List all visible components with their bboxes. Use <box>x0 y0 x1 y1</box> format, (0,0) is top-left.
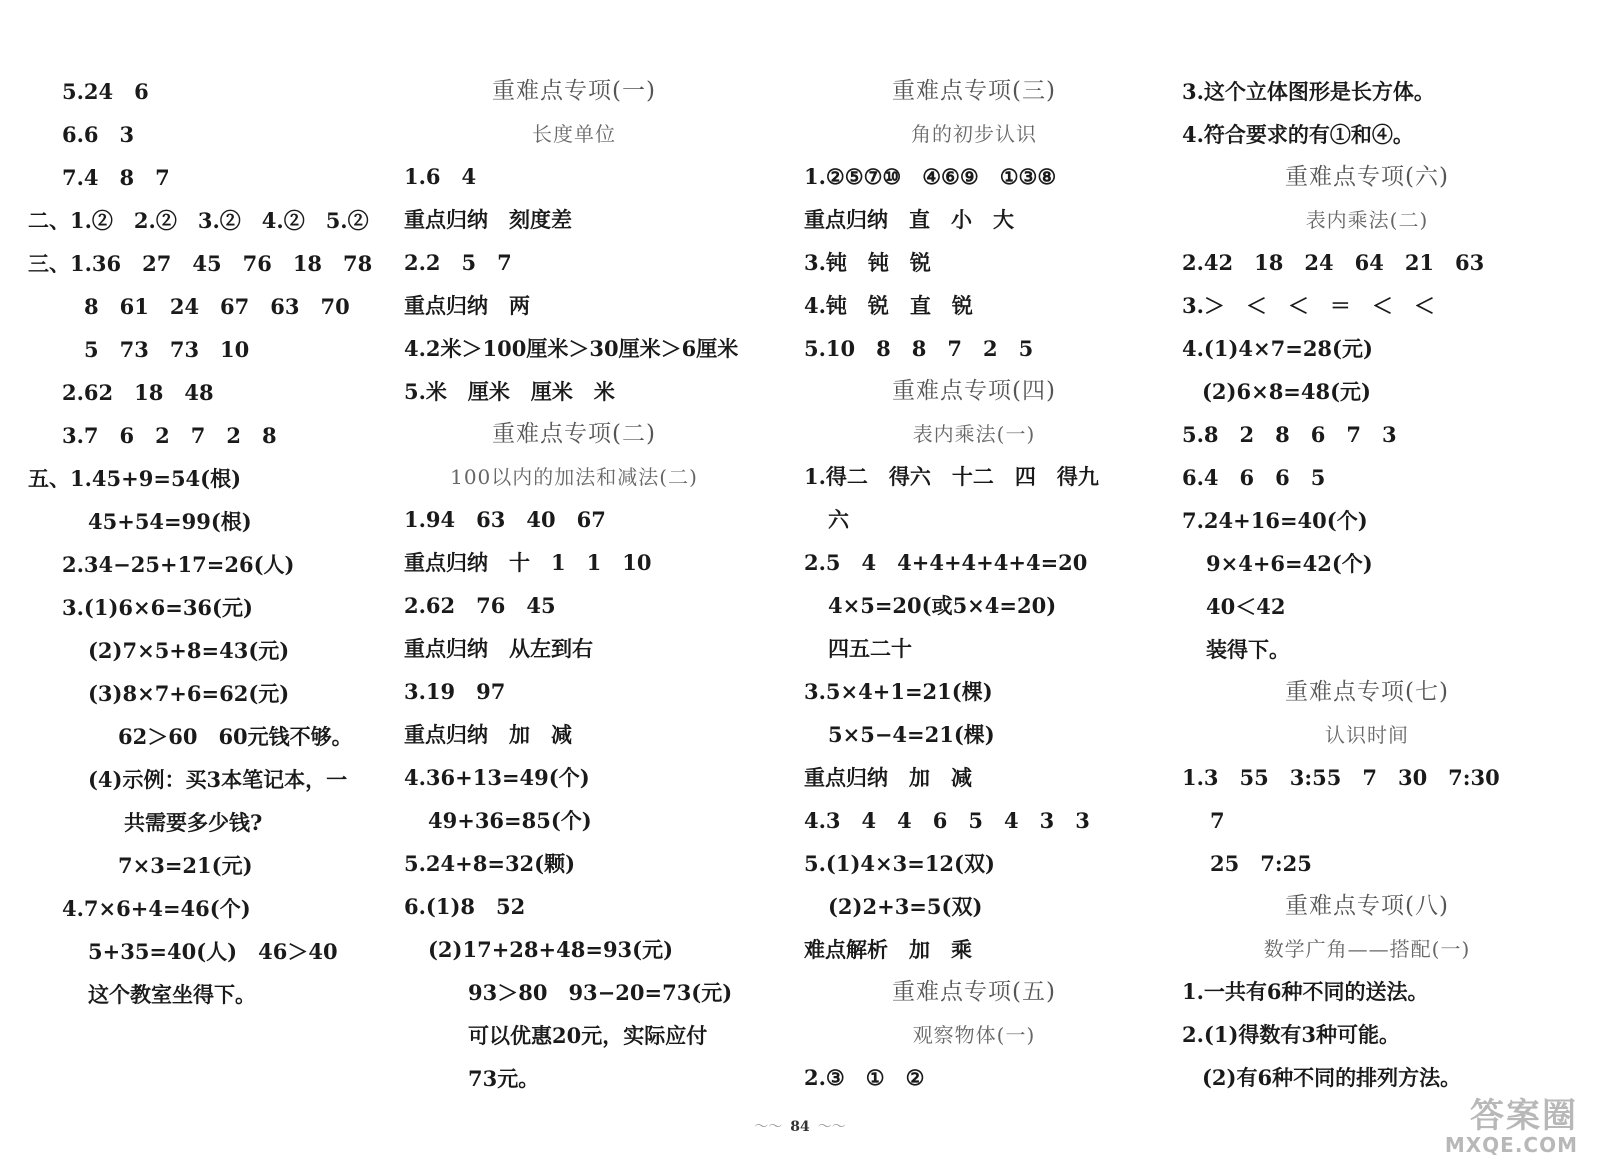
answer-line: (2)17+28+48=93(元) <box>428 937 674 962</box>
section-subtitle: 长度单位 <box>532 122 616 146</box>
answer-line: 3.钝 钝 锐 <box>804 250 931 275</box>
section-subtitle: 表内乘法(二) <box>1305 208 1429 232</box>
answer-line: 2.5 4 4+4+4+4+4=20 <box>804 550 1088 575</box>
answer-line: 2.34−25+17=26(人) <box>62 552 295 577</box>
section-subtitle: 数学广角——搭配(一) <box>1263 937 1471 961</box>
watermark-text: 答案圈 <box>1470 1096 1578 1136</box>
section-heading: 重难点专项(三) <box>892 78 1056 104</box>
answer-line: 8 61 24 67 63 70 <box>84 294 350 319</box>
answer-line: 2.62 76 45 <box>404 593 556 618</box>
answer-line: 1.得二 得六 十二 四 得九 <box>804 464 1099 489</box>
answer-line: 1.6 4 <box>404 164 477 189</box>
answer-line: 四五二十 <box>828 636 912 661</box>
answer-column-4 <box>1182 70 1552 1099</box>
answer-line: 4.7×6+4=46(个) <box>62 896 251 921</box>
answer-line: 4.钝 锐 直 锐 <box>804 293 973 318</box>
footer-ornament-left: ～～ <box>754 1119 783 1135</box>
answer-line: 5.24 6 <box>62 79 149 104</box>
answer-line: (3)8×7+6=62(元) <box>88 681 290 706</box>
answer-line: 2.62 18 48 <box>62 380 214 405</box>
answer-line: 6.(1)8 52 <box>404 894 526 919</box>
section-heading: 重难点专项(六) <box>1285 164 1449 190</box>
section-subtitle: 角的初步认识 <box>911 122 1037 146</box>
answer-line: 可以优惠20元，实际应付 <box>468 1023 708 1048</box>
answer-line: 3.19 97 <box>404 679 506 704</box>
answer-line: 4.2米＞100厘米＞30厘米＞6厘米 <box>404 336 739 361</box>
answer-line: 5.8 2 8 6 7 3 <box>1182 422 1397 447</box>
section-heading: 重难点专项(五) <box>892 979 1056 1005</box>
answer-line: 1.94 63 40 67 <box>404 507 606 532</box>
answer-line: 3.(1)6×6=36(元) <box>62 595 253 620</box>
answer-column-1 <box>0 70 395 1016</box>
answer-line: 1.②⑤⑦⑩ ④⑥⑨ ①③⑧ <box>804 164 1057 189</box>
answer-line: 4.3 4 4 6 5 4 3 3 <box>804 808 1090 833</box>
section-subtitle: 表内乘法(一) <box>912 422 1036 446</box>
section-heading: 重难点专项(四) <box>892 378 1056 404</box>
answer-line: 重点归纳 刻度差 <box>404 207 572 232</box>
answer-line: (2)7×5+8=43(元) <box>88 638 290 663</box>
answer-line: 7×3=21(元) <box>118 853 253 878</box>
answer-line: 5+35=40(人) 46＞40 <box>88 939 338 964</box>
page-number: 84 <box>790 1119 810 1135</box>
answer-line: 装得下。 <box>1206 637 1290 662</box>
page-footer <box>0 1116 1600 1136</box>
answer-line: 重点归纳 两 <box>404 293 530 318</box>
answer-line: 1.一共有6种不同的送法。 <box>1182 979 1429 1004</box>
answer-line: 2.③ ① ② <box>804 1065 925 1090</box>
section-heading: 重难点专项(八) <box>1285 893 1449 919</box>
answer-line: 6.6 3 <box>62 122 135 147</box>
answer-line: 45+54=99(根) <box>88 509 252 534</box>
answer-line: 4.(1)4×7=28(元) <box>1182 336 1373 361</box>
answer-line: 2.2 5 7 <box>404 250 512 275</box>
section-heading: 重难点专项(一) <box>492 78 656 104</box>
answer-line: 5×5−4=21(棵) <box>828 722 995 747</box>
answer-line: 7.4 8 7 <box>62 165 170 190</box>
answer-line: 49+36=85(个) <box>428 808 592 833</box>
footer-ornament-right: ～～ <box>817 1119 846 1135</box>
answer-line: (2)6×8=48(元) <box>1202 379 1371 404</box>
section-subtitle: 观察物体(一) <box>912 1023 1036 1047</box>
site-watermark-logo <box>1445 1098 1578 1156</box>
answer-line: 五、1.45+9=54(根) <box>28 466 242 491</box>
answer-line: 25 7:25 <box>1210 851 1312 876</box>
answer-line: 重点归纳 直 小 大 <box>804 207 1014 232</box>
answer-column-3 <box>804 70 1144 1099</box>
answer-line: 2.42 18 24 64 21 63 <box>1182 250 1485 275</box>
answer-line: 5.10 8 8 7 2 5 <box>804 336 1034 361</box>
answer-line: 这个教室坐得下。 <box>88 982 256 1007</box>
answer-line: 重点归纳 加 减 <box>404 722 572 747</box>
watermark-domain: MXQE.COM <box>1444 1133 1578 1157</box>
answer-line: (2)有6种不同的排列方法。 <box>1202 1065 1462 1090</box>
answer-line: 5.米 厘米 厘米 米 <box>404 379 615 404</box>
answer-line: 6.4 6 6 5 <box>1182 465 1326 490</box>
section-subtitle: 100以内的加法和减法(二) <box>450 465 698 489</box>
answer-line: (2)2+3=5(双) <box>828 894 983 919</box>
answer-line: 7.24+16=40(个) <box>1182 508 1368 533</box>
answer-line: 二、1.② 2.② 3.② 4.② 5.② <box>28 208 369 233</box>
answer-line: 3.这个立体图形是长方体。 <box>1182 79 1435 104</box>
answer-line: 5.(1)4×3=12(双) <box>804 851 995 876</box>
answer-line: 重点归纳 十 1 1 10 <box>404 550 652 575</box>
answer-column-2 <box>404 70 744 1100</box>
answer-line: 3.7 6 2 7 2 8 <box>62 423 277 448</box>
answer-line: 5 73 73 10 <box>84 337 250 362</box>
answer-line: 40＜42 <box>1206 594 1286 619</box>
answer-line: 六 <box>828 507 849 532</box>
answer-line: 5.24+8=32(颗) <box>404 851 576 876</box>
answer-line: 3.5×4+1=21(棵) <box>804 679 993 704</box>
answer-line: 4×5=20(或5×4=20) <box>828 593 1057 618</box>
answer-line: 难点解析 加 乘 <box>804 937 972 962</box>
answer-line: 73元。 <box>468 1066 540 1091</box>
answer-line: 9×4+6=42(个) <box>1206 551 1373 576</box>
section-subtitle: 认识时间 <box>1325 723 1409 747</box>
answer-line: 4.36+13=49(个) <box>404 765 590 790</box>
answer-line: (4)示例：买3本笔记本，一 <box>88 767 348 792</box>
answer-line: 93＞80 93−20=73(元) <box>468 980 733 1005</box>
answer-line: 1.3 55 3:55 7 30 7:30 <box>1182 765 1500 790</box>
section-heading: 重难点专项(七) <box>1285 679 1449 705</box>
section-heading: 重难点专项(二) <box>492 421 656 447</box>
answer-line: 共需要多少钱? <box>124 810 263 835</box>
answer-line: 三、1.36 27 45 76 18 78 <box>28 251 373 276</box>
answer-line: 62＞60 60元钱不够。 <box>118 724 353 749</box>
answer-line: 重点归纳 从左到右 <box>404 636 593 661</box>
answer-line: 重点归纳 加 减 <box>804 765 972 790</box>
answer-line: 7 <box>1210 808 1225 833</box>
answer-line: 4.符合要求的有①和④。 <box>1182 122 1414 147</box>
answer-line: 3.＞ ＜ ＜ ＝ ＜ ＜ <box>1182 293 1435 318</box>
answer-line: 2.(1)得数有3种可能。 <box>1182 1022 1401 1047</box>
